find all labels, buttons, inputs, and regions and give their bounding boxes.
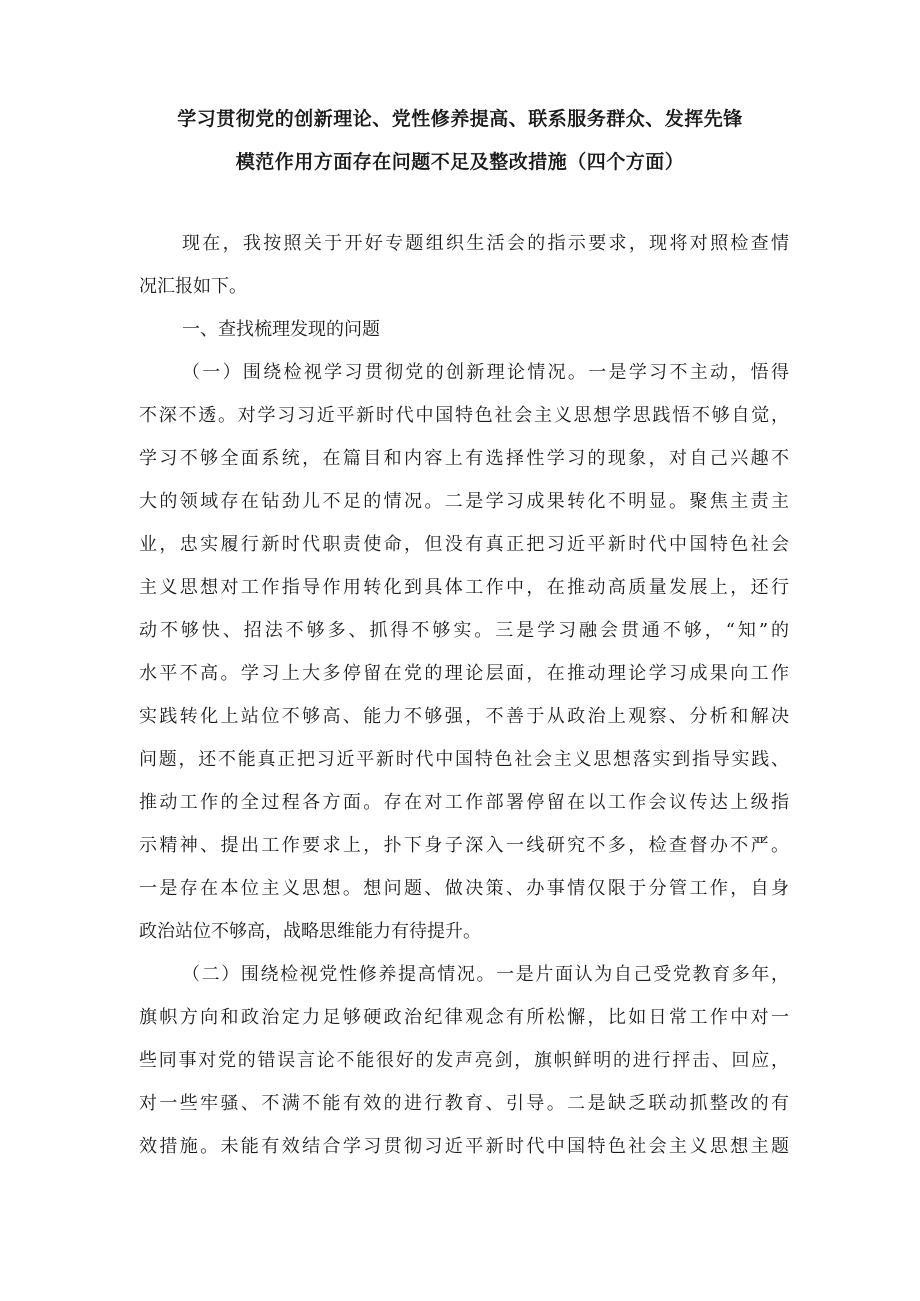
section-heading: 一、查找梳理发现的问题 [182,319,380,340]
paragraph-line: 主义思想对工作指导作用转化到具体工作中，在推动高质量发展上，还行 [139,577,789,598]
paragraph-line: 业，忠实履行新时代职责使命，但没有真正把习近平新时代中国特色社会 [139,534,789,555]
paragraph-line: 效措施。未能有效结合学习贯彻习近平新时代中国特色社会主义思想主题 [139,1136,789,1157]
intro-line: 况汇报如下。 [139,276,247,297]
paragraph-line: 不深不透。对学习习近平新时代中国特色社会主义思想学思践悟不够自觉， [139,405,789,426]
document-title-line-1: 学习贯彻党的创新理论、党性修养提高、联系服务群众、发挥先锋 [177,108,743,130]
paragraph-line: 示精神、提出工作要求上，扑下身子深入一线研究不多，检查督办不严。 [139,835,789,856]
paragraph-line: 些同事对党的错误言论不能很好的发声亮剑，旗帜鲜明的进行抨击、回应， [139,1050,789,1071]
paragraph-line: 一是存在本位主义思想。想问题、做决策、办事情仅限于分管工作，自身 [139,878,789,899]
paragraph-line: 动不够快、招法不够多、抓得不够实。三是学习融会贯通不够，“知”的 [139,620,789,641]
paragraph-line: 大的领域存在钻劲儿不足的情况。二是学习成果转化不明显。聚焦主责主 [139,491,789,512]
paragraph-line: （一）围绕检视学习贯彻党的创新理论情况。一是学习不主动，悟得 [182,362,789,383]
paragraph-line: 旗帜方向和政治定力足够硬政治纪律观念有所松懈，比如日常工作中对一 [139,1007,789,1028]
document-title-line-2: 模范作用方面存在问题不足及整改措施（四个方面） [235,151,685,173]
paragraph-line: 对一些牢骚、不满不能有效的进行教育、引导。二是缺乏联动抓整改的有 [139,1093,789,1114]
paragraph-line: 学习不够全面系统，在篇目和内容上有选择性学习的现象，对自己兴趣不 [139,448,789,469]
paragraph-line: 水平不高。学习上大多停留在党的理论层面，在推动理论学习成果向工作 [139,663,789,684]
paragraph-line: 推动工作的全过程各方面。存在对工作部署停留在以工作会议传达上级指 [139,792,789,813]
paragraph-line: 实践转化上站位不够高、能力不够强，不善于从政治上观察、分析和解决 [139,706,789,727]
paragraph-line: 问题，还不能真正把习近平新时代中国特色社会主义思想落实到指导实践、 [139,749,789,770]
paragraph-line: 政治站位不够高，战略思维能力有待提升。 [139,921,481,942]
intro-line: 现在，我按照关于开好专题组织生活会的指示要求，现将对照检查情 [182,233,789,254]
paragraph-line: （二）围绕检视党性修养提高情况。一是片面认为自己受党教育多年， [182,964,789,985]
